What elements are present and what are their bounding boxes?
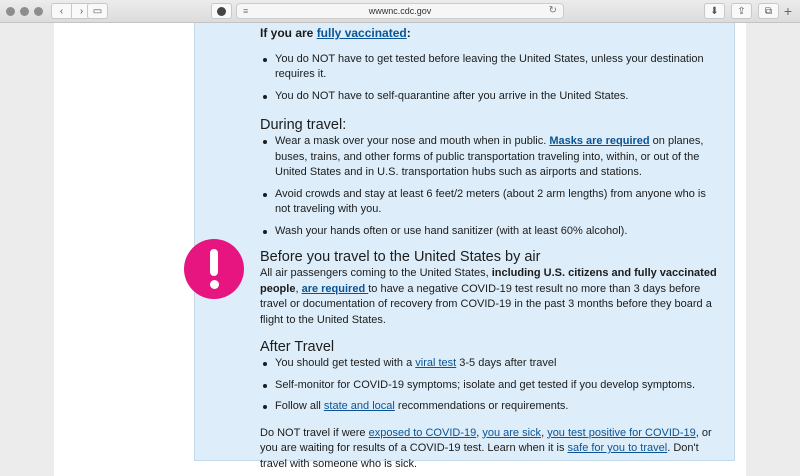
list-item: Follow all state and local recommendations or requirements.: [260, 399, 720, 415]
back-button[interactable]: [51, 3, 72, 19]
test-positive-link[interactable]: you test positive for COVID-19: [547, 426, 696, 439]
sidebar-button[interactable]: [87, 3, 108, 19]
after-travel-heading: After Travel: [260, 339, 335, 355]
back-icon: ‹: [59, 5, 64, 17]
fully-vaccinated-link[interactable]: fully vaccinated: [316, 26, 407, 40]
list-item: Self-monitor for COVID-19 symptoms; isolate and get tested if you develop symptoms.: [260, 378, 720, 394]
list-item: You should get tested with a viral test 3-5 days after travel: [260, 356, 720, 372]
sidebar-icon: ▭: [92, 5, 103, 17]
reload-icon[interactable]: ↻: [548, 5, 557, 16]
share-icon: ⇪: [737, 5, 746, 17]
during-travel-list: [260, 134, 720, 239]
state-and-local-link[interactable]: state and local: [323, 400, 395, 412]
maximize-window-icon[interactable]: [34, 7, 43, 16]
minimize-window-icon[interactable]: [20, 7, 29, 16]
are-required-link[interactable]: are required: [301, 282, 369, 295]
you-are-sick-link[interactable]: you are sick: [482, 426, 542, 439]
list-item: Wear a mask over your nose and mouth when in public. Masks are required on planes, buses, trains, and other forms of public transportation traveling into, within, or out of the United States and in U.S. transportation hubs such as airports and stations.: [260, 134, 720, 181]
travel-guidance-content: [260, 23, 720, 472]
during-travel-heading: During travel:: [260, 117, 347, 133]
browser-toolbar: [0, 0, 800, 23]
before-travel-heading: Before you travel to the United States by air: [260, 249, 541, 265]
list-item: You do NOT have to get tested before leaving the United States, unless your destination requires it.: [260, 52, 720, 83]
downloads-button[interactable]: [704, 3, 725, 19]
new-tab-button[interactable]: [778, 3, 798, 19]
vaccinated-heading: If you are fully vaccinated:: [260, 26, 411, 40]
shield-icon: [217, 7, 226, 16]
address-bar[interactable]: [236, 3, 564, 19]
viral-test-link[interactable]: viral test: [415, 357, 457, 369]
closing-paragraph: Do NOT travel if were exposed to COVID-19, you are sick, you test positive for COVID-19, or you are waiting for results of a COVID-19 test. Learn when it is safe for you to travel. Don't travel with someone who is sick.: [260, 426, 712, 470]
tabs-icon: ⧉: [764, 5, 773, 17]
vaccinated-list: [260, 52, 720, 105]
after-travel-list: [260, 356, 720, 415]
exposed-link[interactable]: exposed to COVID-19: [368, 426, 477, 439]
alert-icon: [184, 239, 244, 299]
safe-to-travel-link[interactable]: safe for you to travel: [567, 442, 668, 454]
share-button[interactable]: [731, 3, 752, 19]
before-travel-paragraph: All air passengers coming to the United States, including U.S. citizens and fully vaccinated people, are required to have a negative COVID-19 test result no more than 3 days before travel or documentation of recovery from COVID-19 in the past 3 months before they board a flight to the United States.: [260, 267, 717, 326]
list-item: Wash your hands often or use hand sanitizer (with at least 60% alcohol).: [260, 224, 720, 240]
reader-menu-icon[interactable]: ≡: [243, 6, 249, 16]
list-item: You do NOT have to self-quarantine after you arrive in the United States.: [260, 89, 720, 105]
close-window-icon[interactable]: [6, 7, 15, 16]
forward-icon: ›: [79, 5, 84, 17]
download-icon: ⬇: [710, 5, 719, 17]
url-text: wwwnc.cdc.gov: [368, 6, 432, 16]
list-item: Avoid crowds and stay at least 6 feet/2 meters (about 2 arm lengths) from anyone who is not traveling with you.: [260, 187, 720, 218]
masks-required-link[interactable]: Masks are required: [549, 135, 650, 147]
plus-icon: +: [783, 3, 793, 19]
show-tabs-button[interactable]: [758, 3, 779, 19]
privacy-report-button[interactable]: [211, 3, 232, 19]
